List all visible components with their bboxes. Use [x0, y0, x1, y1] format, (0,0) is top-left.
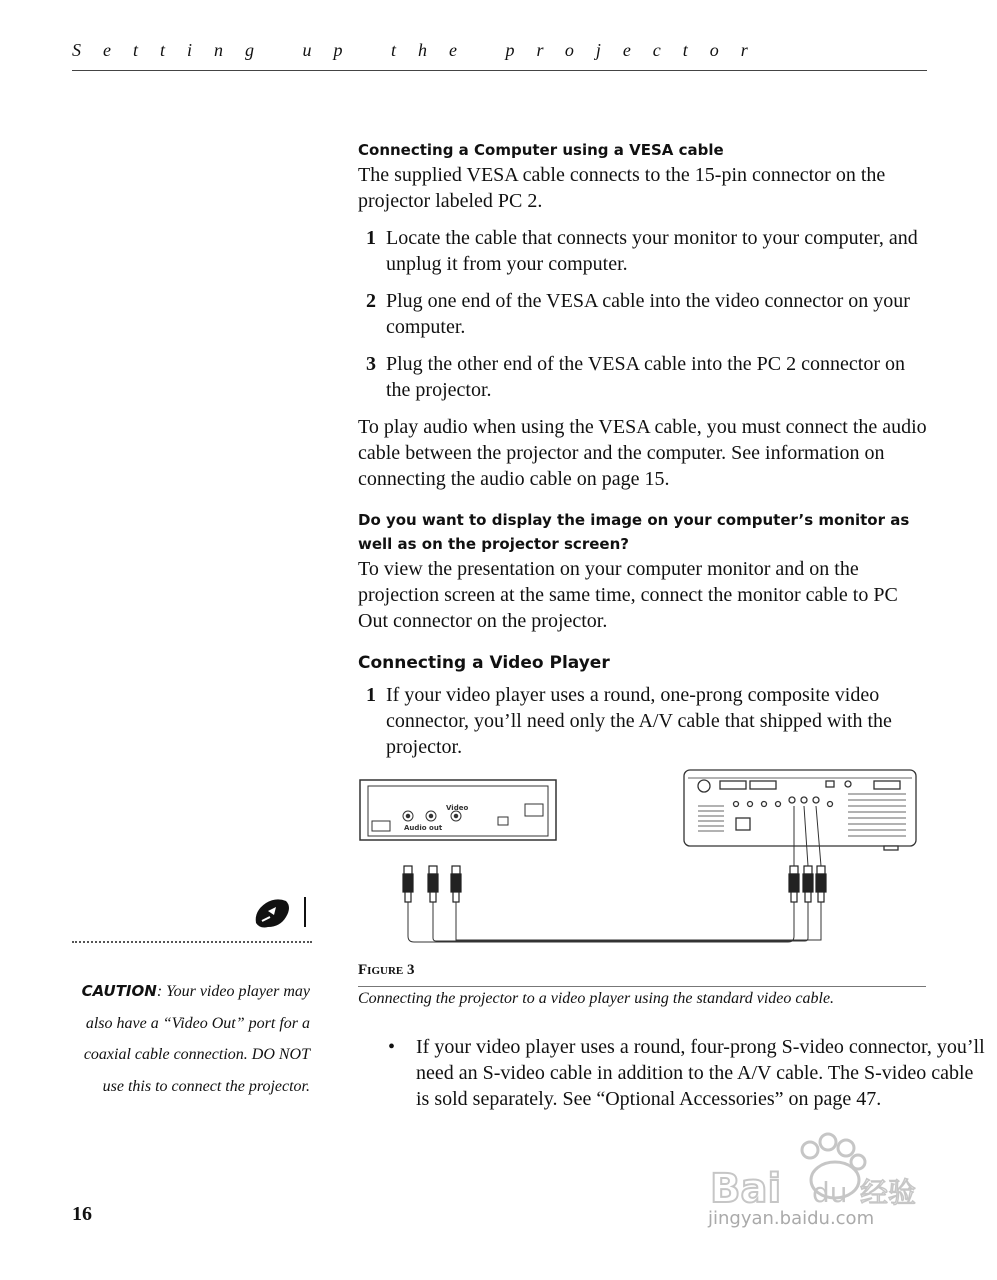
- video-step-1: 1 If your video player uses a round, one-prong composite video connector, you’ll need only the A/V cable that shipped with the projector.: [366, 684, 892, 758]
- monitor-question: Do you want to display the image on your computer’s monitor as well as on the projector screen?: [358, 511, 910, 553]
- left-cable-plugs: [403, 866, 461, 902]
- figure-rule: [358, 986, 926, 987]
- caution-note: [72, 976, 310, 1102]
- watermark-url: jingyan.baidu.com: [708, 1208, 875, 1229]
- vesa-audio-note: To play audio when using the VESA cable, you must connect the audio cable between the projector and the computer. See information on connecting the audio cable on page 15.: [358, 416, 927, 490]
- caution-divider: [72, 941, 312, 943]
- main-column: [358, 138, 928, 760]
- svg-text:Bai: Bai: [710, 1166, 782, 1212]
- vesa-heading: Connecting a Computer using a VESA cable: [358, 141, 724, 159]
- caution-text: : Your video player may also have a “Video Out” port for a coaxial cable connection. DO NOT use this to connect the projector.: [83, 983, 310, 1095]
- figure-label: Figure 3: [358, 962, 415, 978]
- audio-out-label: Audio out: [404, 824, 443, 832]
- s-video-bullet: • If your video player uses a round, four-prong S-video connector, you’ll need an S-video cable in addition to the A/V cable. The S-video cable is sold separately. See “Optional Accessories” on page 47.: [388, 1036, 985, 1110]
- figure-caption: Connecting the projector to a video player using the standard video cable.: [358, 990, 835, 1007]
- connection-diagram: [358, 766, 928, 956]
- vesa-intro: The supplied VESA cable connects to the 15-pin connector on the projector labeled PC 2.: [358, 164, 886, 212]
- running-head: Setting up the projector: [72, 40, 770, 60]
- projector-illustration: [684, 770, 916, 850]
- svg-text:du: du: [812, 1176, 848, 1209]
- right-cable-plugs: [789, 866, 826, 902]
- monitor-answer: To view the presentation on your computer monitor and on the projection screen at the same time, connect the monitor cable to PC Out connector on the projector.: [358, 558, 898, 632]
- caution-lead: CAUTION: [81, 982, 157, 1000]
- video-heading: Connecting a Video Player: [358, 653, 610, 673]
- page-number: 16: [72, 1203, 92, 1225]
- vesa-step-2: 2 Plug one end of the VESA cable into the video connector on your computer.: [366, 290, 910, 338]
- svg-text:经验: 经验: [860, 1176, 917, 1209]
- header-rule: [72, 70, 927, 71]
- caution-hand-icon: [252, 893, 312, 933]
- vesa-step-1: 1 Locate the cable that connects your monitor to your computer, and unplug it from your computer.: [366, 227, 918, 275]
- video-label: Video: [446, 804, 469, 812]
- vesa-step-3: 3 Plug the other end of the VESA cable into the PC 2 connector on the projector.: [366, 353, 905, 401]
